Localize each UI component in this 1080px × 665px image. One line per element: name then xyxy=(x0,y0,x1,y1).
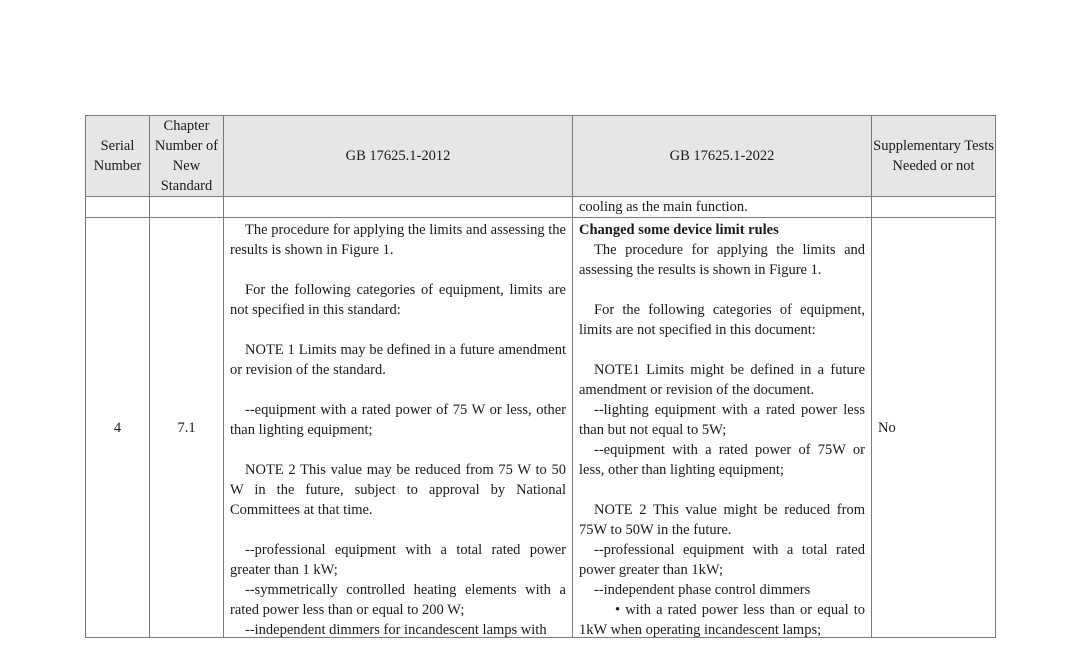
continued-new-text: cooling as the main function. xyxy=(573,197,872,218)
header-supplementary-tests: Supplementary Tests Needed or not xyxy=(872,116,996,197)
continued-serial-cell xyxy=(86,197,150,218)
old-paragraph: The procedure for applying the limits and assessing the results is shown in Figure 1. xyxy=(230,222,566,258)
continued-supp-cell xyxy=(872,197,996,218)
row-supplementary-tests: No xyxy=(872,218,996,638)
new-heading: Changed some device limit rules xyxy=(579,222,779,238)
row-new-standard-cell xyxy=(573,218,872,638)
new-paragraph: --professional equipment with a total rated power greater than 1kW; xyxy=(579,542,865,578)
row-chapter-number: 7.1 xyxy=(150,218,224,638)
old-paragraph: --symmetrically controlled heating elements with a rated power less than or equal to 200 W; xyxy=(230,582,566,618)
row-serial-number: 4 xyxy=(86,218,150,638)
new-paragraph: For the following categories of equipment, limits are not specified in this document: xyxy=(579,302,865,338)
comparison-table xyxy=(85,115,996,638)
header-old-standard: GB 17625.1-2012 xyxy=(224,116,573,197)
continued-row xyxy=(86,197,996,218)
continued-old-cell xyxy=(224,197,573,218)
header-serial-number: Serial Number xyxy=(86,116,150,197)
old-paragraph: For the following categories of equipment, limits are not specified in this standard: xyxy=(230,282,566,318)
row-old-standard-cell xyxy=(224,218,573,638)
new-paragraph: --equipment with a rated power of 75W or less, other than lighting equipment; xyxy=(579,442,865,478)
new-note: NOTE1 Limits might be defined in a future amendment or revision of the document. xyxy=(579,362,865,398)
old-paragraph: --equipment with a rated power of 75 W or less, other than lighting equipment; xyxy=(230,402,566,438)
old-paragraph: --professional equipment with a total rated power greater than 1 kW; xyxy=(230,542,566,578)
header-chapter-number: Chapter Number of New Standard xyxy=(150,116,224,197)
new-bullet: • with a rated power less than or equal to 1kW when operating incandescent lamps; xyxy=(579,602,865,637)
continued-chapter-cell xyxy=(150,197,224,218)
old-note: NOTE 1 Limits may be defined in a future amendment or revision of the standard. xyxy=(230,342,566,378)
header-new-standard: GB 17625.1-2022 xyxy=(573,116,872,197)
new-paragraph: --independent phase control dimmers xyxy=(594,582,811,598)
old-paragraph: --independent dimmers for incandescent lamps with xyxy=(245,622,547,637)
new-paragraph: The procedure for applying the limits and assessing the results is shown in Figure 1. xyxy=(579,242,865,278)
old-note: NOTE 2 This value may be reduced from 75 W to 50 W in the future, subject to approval by National Committees at that time. xyxy=(230,462,566,518)
header-row xyxy=(86,116,996,197)
table-row xyxy=(86,218,996,638)
new-paragraph: --lighting equipment with a rated power less than but not equal to 5W; xyxy=(579,402,865,438)
new-note: NOTE 2 This value might be reduced from 75W to 50W in the future. xyxy=(579,502,865,538)
